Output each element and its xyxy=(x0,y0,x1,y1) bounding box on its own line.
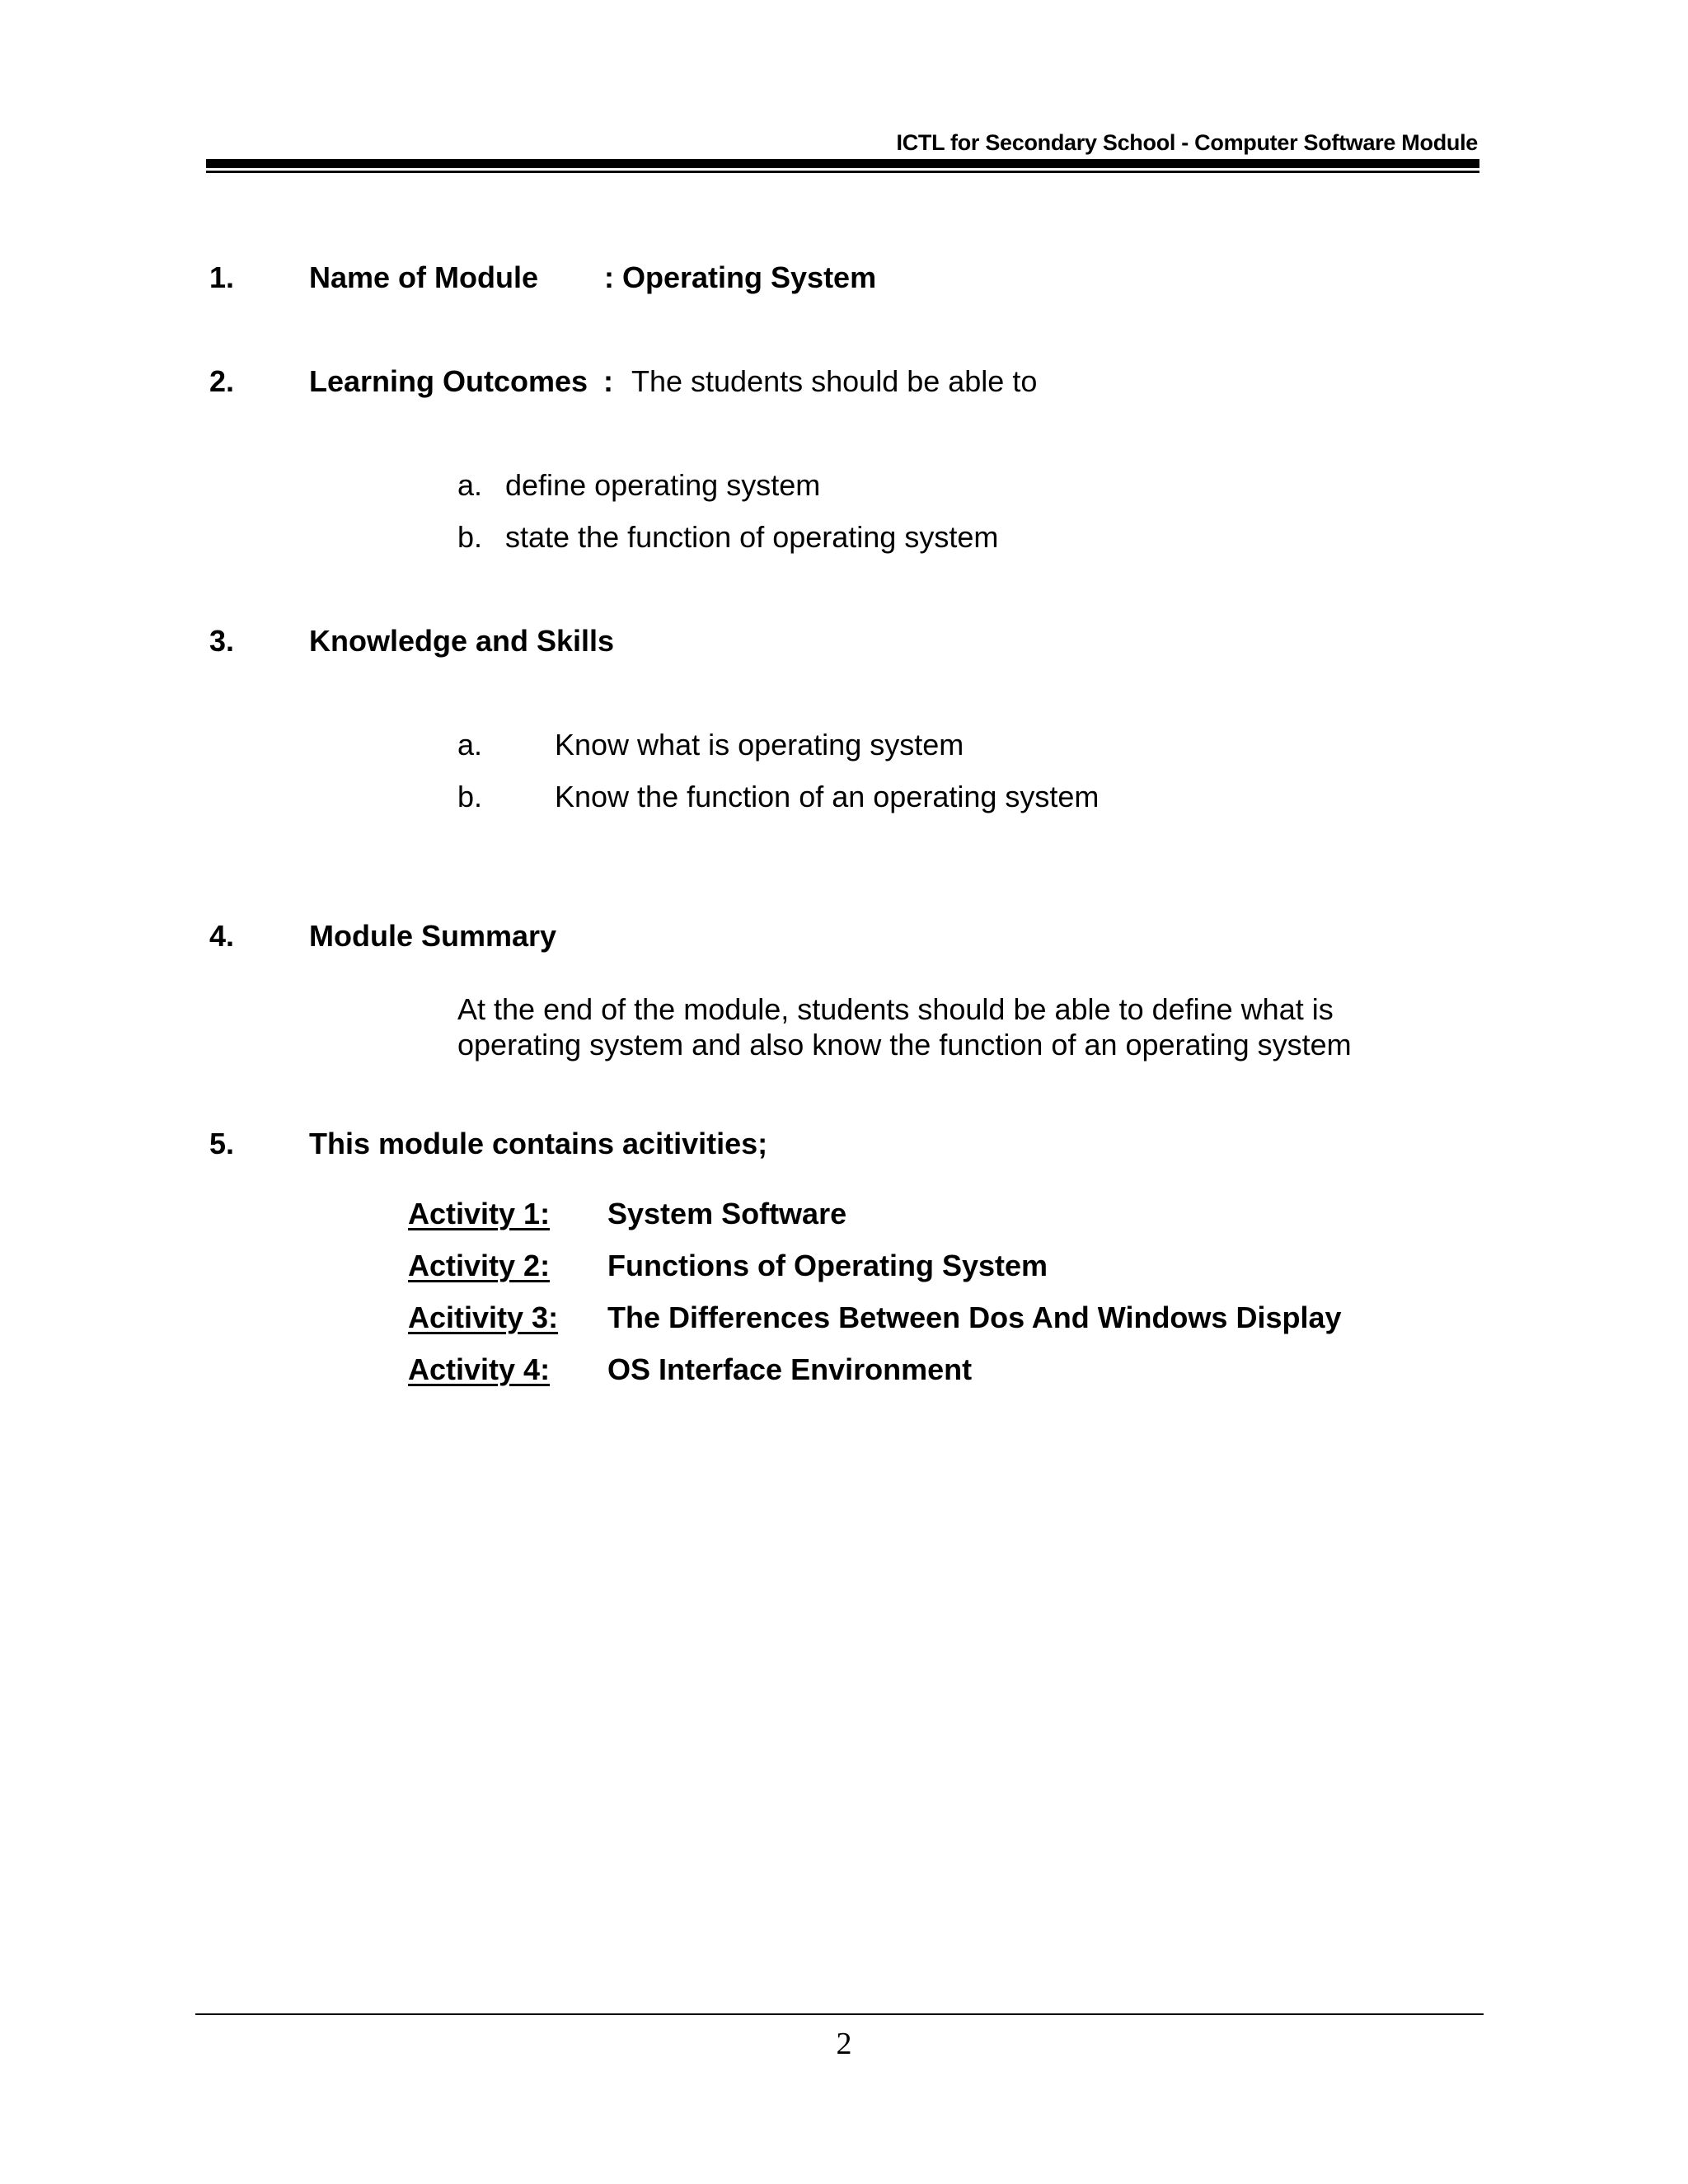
outcome-letter: a. xyxy=(457,468,483,502)
section-4-number: 4. xyxy=(209,919,235,953)
activity-label: Acitivity 3: xyxy=(408,1301,559,1334)
activity-label: Activity 2: xyxy=(408,1249,551,1282)
skill-letter: a. xyxy=(457,728,483,762)
section-2-number: 2. xyxy=(209,364,235,398)
outcome-text: define operating system xyxy=(505,468,821,502)
activity-title: System Software xyxy=(607,1197,847,1230)
activity-title: Functions of Operating System xyxy=(607,1249,1048,1282)
section-3-number: 3. xyxy=(209,624,235,658)
learning-outcomes-intro: The students should be able to xyxy=(631,364,1038,398)
module-summary-text: At the end of the module, students should be able to define what is operating system and also know the function of an operating system xyxy=(457,992,1352,1062)
header-title: ICTL for Secondary School - Computer Software Module xyxy=(896,130,1478,155)
module-name-value: : Operating System xyxy=(604,260,877,294)
section-5-label: This module contains acitivities; xyxy=(309,1127,768,1160)
skill-text: Know the function of an operating system xyxy=(555,780,1100,813)
outcome-letter: b. xyxy=(457,520,483,554)
activity-title: The Differences Between Dos And Windows Display xyxy=(607,1301,1342,1334)
section-2-colon: : xyxy=(603,364,613,398)
header-rule-thick xyxy=(206,159,1479,168)
section-1-number: 1. xyxy=(209,260,235,294)
skill-letter: b. xyxy=(457,780,483,813)
skill-text: Know what is operating system xyxy=(555,728,964,762)
section-5-number: 5. xyxy=(209,1127,235,1160)
section-1-label: Name of Module xyxy=(309,260,539,294)
header-rule-thin xyxy=(206,171,1479,173)
activity-label: Activity 1: xyxy=(408,1197,551,1230)
outcome-text: state the function of operating system xyxy=(505,520,999,554)
section-4-label: Module Summary xyxy=(309,919,557,953)
footer-rule xyxy=(195,2013,1484,2015)
section-2-label: Learning Outcomes xyxy=(309,364,588,398)
section-3-label: Knowledge and Skills xyxy=(309,624,615,658)
page-number: 2 xyxy=(836,2027,852,2061)
activity-label: Activity 4: xyxy=(408,1352,551,1386)
activity-title: OS Interface Environment xyxy=(607,1352,973,1386)
